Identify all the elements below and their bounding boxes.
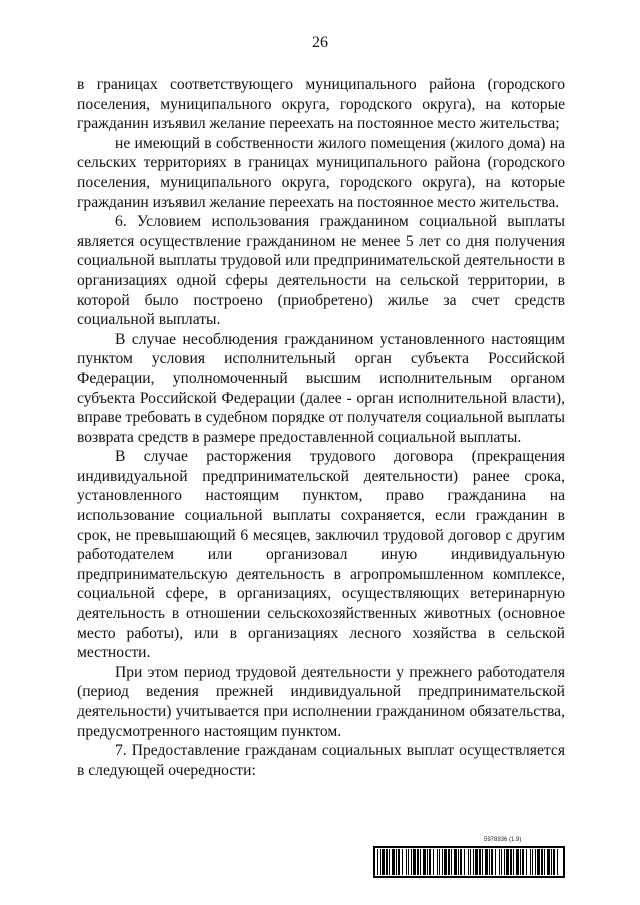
barcode-bar [454,849,457,875]
barcode-bar [444,849,447,875]
barcode-bar [491,849,493,875]
barcode-bar [468,849,469,875]
barcode-bar [553,849,555,875]
paragraph: в границах соответствующего муниципального района (городского поселения, муниципального округа, городского округа), на которые гражданин изъявил желание переехать на постоянное место жительства; [77,76,565,133]
paragraph: В случае несоблюдения гражданином установленного настоящим пунктом условия исполнительный орган субъекта Российской Федерации, уполномоченный высшим исполнительным органом субъекта Российской Федерации (далее - орган исполнительной власти), вправе требовать в судебном порядке от получателя социальной выплаты возврата средств в размере предоставленной социальной выплаты. [77,330,566,446]
barcode-bar [544,849,545,875]
barcode-bar [516,849,519,875]
barcode-bar [522,849,524,875]
document-body [77,75,565,780]
barcode-bar [448,849,450,875]
barcode-bar [382,849,385,875]
barcode-bar [475,849,478,875]
barcode-bar [537,849,540,875]
paragraph: 6. Условием использования гражданином социальной выплаты является осуществление гражданином не менее 5 лет со дня получения социальной выплаты трудовой или предпринимательской деятельности в организациях одной сферы деятельности на сельской территории, в которой было построено (приобретено) жилье за счет средств социальной выплаты. [77,213,565,329]
barcode-bar [557,849,558,875]
barcode-bar [377,849,378,875]
barcode-bar [506,849,509,875]
barcode-bar [386,849,388,875]
barcode-bar [398,849,400,875]
barcode-bar [541,849,543,875]
barcode-bar [451,849,452,875]
barcode-bar [532,849,533,875]
barcode-bar [520,849,521,875]
barcode-bar [427,849,428,875]
barcode-bar [442,849,443,875]
barcode-bar [473,849,474,875]
barcode-bar [389,849,390,875]
barcode-bar [433,849,434,875]
paragraph: При этом период трудовой деятельности у прежнего работодателя (период ведения прежней индивидуальной предпринимательской деятельности) учитывается при исполнении гражданином обязательства, предусмотренного настоящим пунктом. [77,663,565,740]
barcode-bar [526,849,527,875]
barcode-bar [510,849,512,875]
barcode [373,846,565,878]
barcode-bar [429,849,431,875]
barcode-bar [470,849,471,875]
page-number: 26 [312,34,328,51]
barcode-bar [551,849,552,875]
barcode-bar [495,849,496,875]
barcode-bar [489,849,490,875]
barcode-bar [464,849,465,875]
barcode-bar [482,849,483,875]
barcode-bar [437,849,438,875]
paragraph: не имеющий в собственности жилого помещения (жилого дома) на сельских территориях в границах муниципального района (городского поселения, муниципального округа, городского округа), на которые гражданин изъявил желание переехать на постоянное место жительства. [77,134,565,211]
barcode-bar [396,849,397,875]
barcode-bar [413,849,416,875]
barcode-bar [406,849,407,875]
barcode-bar [423,849,426,875]
barcode-bar [535,849,536,875]
barcode-bar [420,849,421,875]
barcode-bar [504,849,505,875]
barcode-bar [402,849,403,875]
barcode-bar [530,849,531,875]
barcode-bar [417,849,419,875]
barcode-bar [501,849,502,875]
paragraph: В случае расторжения трудового договора (прекращения индивидуальной предпринимательской деятельности) ранее срока, установленного настоящим пунктом, право гражданина на использование социальной выплаты сохраняется, если гражданин в срок, не превышающий 6 месяцев, заключил трудовой договор с другим работодателем или организовал иную индивидуальную предпринимательскую деятельность в агропромышленном комплексе, социальной сфере, в организациях, осуществляющих ветеринарную деятельность в отношении сельскохозяйственных животных (основное место работы), или в организациях лесного хозяйства в сельской местности. [77,448,565,662]
barcode-bar [392,849,395,875]
paragraph: 7. Предоставление гражданам социальных выплат осуществляется в следующей очередности: [77,742,565,779]
barcode-bar [479,849,481,875]
barcode-bar [458,849,459,875]
barcode-bar [408,849,409,875]
barcode-bar [547,849,550,875]
barcode-bar [380,849,381,875]
barcode-bar [485,849,488,875]
barcode-bar [411,849,412,875]
barcode-bar [513,849,514,875]
barcode-bar [439,849,440,875]
barcode-bar [499,849,500,875]
document-code: 5978936 (1.9) [484,837,522,843]
barcode-bar [460,849,462,875]
